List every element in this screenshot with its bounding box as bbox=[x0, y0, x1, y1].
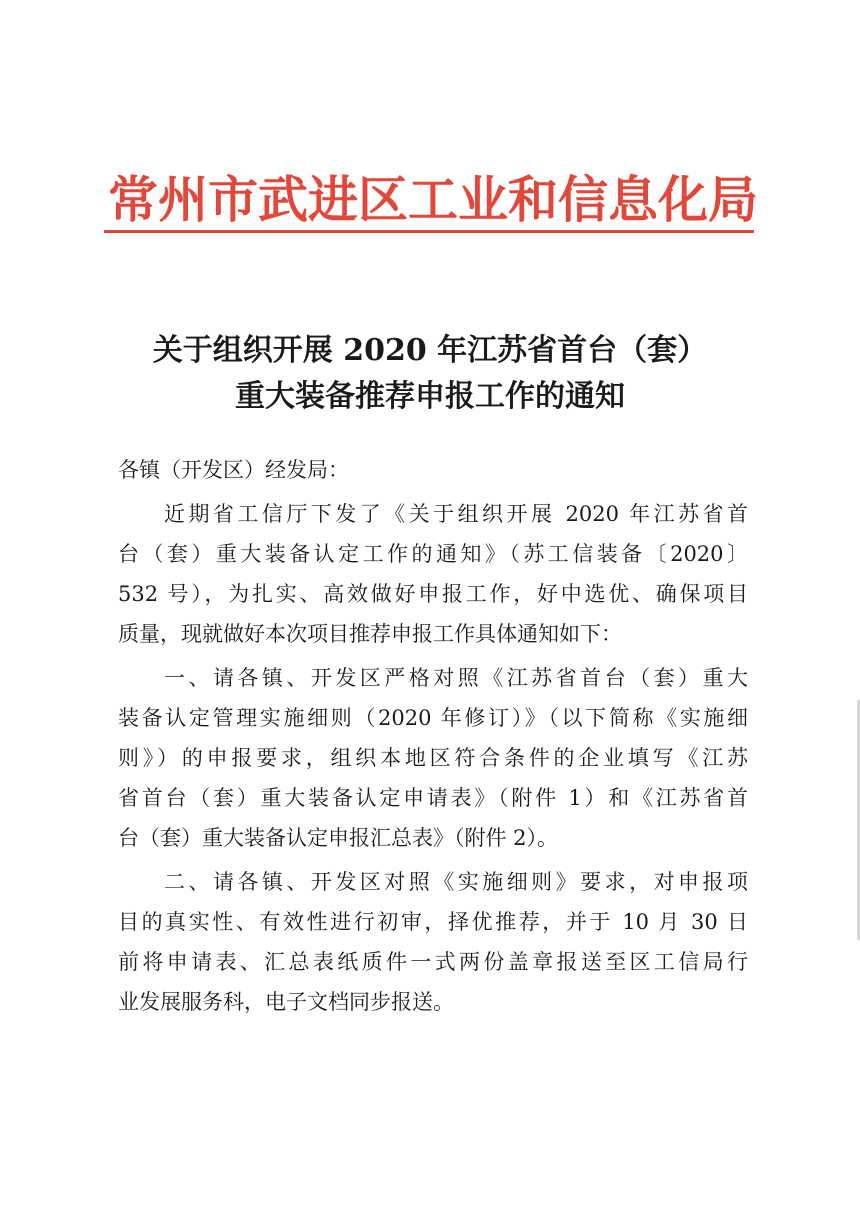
paragraph-line: 近期省工信厅下发了《关于组织开展 2020 年江苏省首 bbox=[164, 502, 748, 526]
paragraph-line: 则》）的申报要求，组织本地区符合条件的企业填写《江苏 bbox=[118, 746, 748, 770]
paragraph-line: 前将申请表、汇总表纸质件一式两份盖章报送至区工信局行 bbox=[118, 950, 748, 974]
document-title-line-1: 关于组织开展 2020 年江苏省首台（套） bbox=[152, 333, 708, 368]
paragraph-line: 装备认定管理实施细则（2020 年修订）》（以下简称《实施细 bbox=[118, 706, 748, 730]
header-divider-line bbox=[104, 230, 754, 233]
paragraph-line: 目的真实性、有效性进行初审，择优推荐，并于 10 月 30 日 bbox=[118, 910, 748, 934]
issuing-organization: 常州市武进区工业和信息化局 bbox=[108, 171, 758, 229]
paragraph-line: 业发展服务科，电子文档同步报送。 bbox=[118, 990, 454, 1014]
paragraph-1 bbox=[118, 494, 748, 654]
paragraph-line: 532 号），为扎实、高效做好申报工作，好中选优、确保项目 bbox=[118, 582, 748, 606]
paragraph-line: 二、请各镇、开发区对照《实施细则》要求，对申报项 bbox=[164, 870, 748, 894]
paragraph-line: 台（套）重大装备认定工作的通知》（苏工信装备〔2020〕 bbox=[118, 542, 748, 566]
document-title bbox=[100, 328, 760, 420]
paragraph-line: 质量，现就做好本次项目推荐申报工作具体通知如下： bbox=[118, 622, 622, 646]
salutation: 各镇（开发区）经发局： bbox=[118, 458, 349, 482]
paragraph-line: 台（套）重大装备认定申报汇总表》（附件 2）。 bbox=[118, 826, 559, 850]
paragraph-2 bbox=[118, 658, 748, 858]
paragraph-3 bbox=[118, 862, 748, 1022]
paragraph-line: 一、请各镇、开发区严格对照《江苏省首台（套）重大 bbox=[164, 666, 748, 690]
document-title-line-2: 重大装备推荐申报工作的通知 bbox=[235, 379, 625, 414]
paragraph-line: 省首台（套）重大装备认定申请表》（附件 1）和《江苏省首 bbox=[118, 786, 748, 810]
document-body bbox=[118, 450, 748, 1026]
